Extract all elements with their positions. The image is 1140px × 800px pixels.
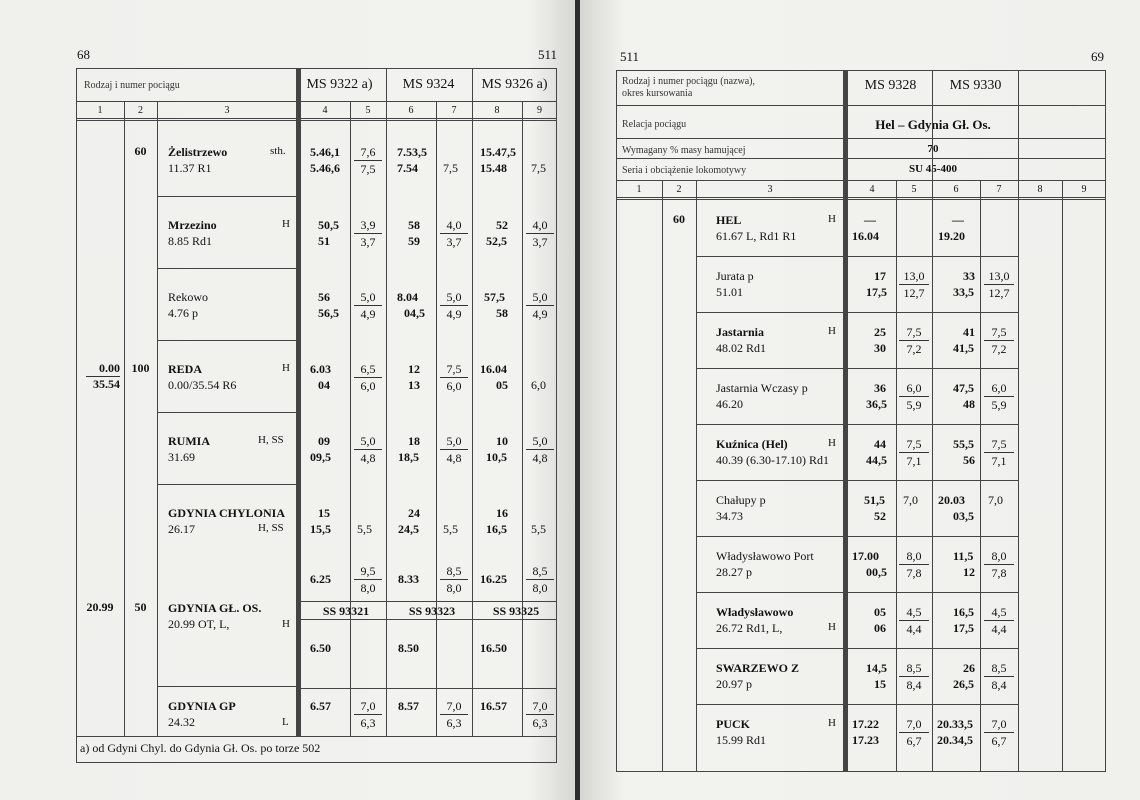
brake-percent: 70 (927, 143, 939, 155)
arrival-time: 05 (874, 605, 886, 619)
station-name: GDYNIA GŁ. OS. (168, 601, 262, 615)
run-time: 5,5 (357, 522, 372, 536)
header-train-type: Rodzaj i numer pociągu (84, 80, 180, 91)
arrival-time: 6.03 (310, 362, 331, 376)
train-header: MS 9330 (949, 78, 1002, 93)
arrival-time: 44 (874, 437, 886, 451)
arrival-time: 6.57 (310, 699, 331, 713)
train-relation: Hel – Gdynia Gł. Os. (875, 117, 991, 132)
departure-time: 09,5 (310, 450, 331, 464)
station-km: 48.02 Rd1 (716, 341, 767, 355)
station-km: 28.27 p (716, 565, 752, 579)
run-time: 7,6 7,5 (354, 144, 382, 177)
station-name: RUMIA (168, 434, 210, 448)
run-time: 5,0 4,8 (354, 433, 382, 466)
run-time: 7,0 6,3 (526, 698, 554, 731)
column-number: 5 (911, 184, 917, 195)
station-tag: H (828, 621, 836, 633)
departure-time: 13 (408, 378, 420, 392)
station-km: 11.37 R1 (168, 161, 212, 175)
arrival-time: 41 (963, 325, 975, 339)
column-number: 2 (138, 105, 143, 116)
speed-limit: 60 (134, 144, 147, 158)
departure-time: 15,5 (310, 522, 331, 536)
station-name: Żelistrzewo (168, 145, 228, 159)
arrival-time: 09 (318, 434, 330, 448)
arrival-time: 17.22 (852, 717, 879, 731)
arrival-time: — (952, 213, 964, 227)
run-time: 6,0 5,9 (899, 380, 929, 413)
arrival-time: 52 (496, 218, 508, 232)
station-km: 61.67 L, Rd1 R1 (716, 229, 797, 243)
run-time: 7,0 (903, 493, 918, 507)
relation-label: Relacja pociągu (622, 119, 687, 130)
run-time: 13,0 12,7 (984, 268, 1014, 301)
arrival-time: 16.57 (480, 699, 507, 713)
page-number: 511 (620, 49, 640, 64)
departure-time: 18,5 (398, 450, 419, 464)
run-time: 5,0 4,8 (440, 433, 468, 466)
station-tag: H (828, 437, 836, 449)
station-name: Kuźnica (Hel) (716, 437, 788, 451)
station-km: 20.99 OT, L, (168, 617, 230, 631)
run-time: 5,5 (531, 522, 546, 536)
run-time: 8,5 8,0 (440, 563, 468, 596)
station-name: Władysławowo (716, 605, 794, 619)
departure-time: 58 (496, 306, 508, 320)
arrival-time: 14,5 (866, 661, 887, 675)
departure-time: 6.50 (310, 641, 331, 655)
column-number: 9 (537, 105, 542, 116)
departure-time: 17,5 (866, 285, 887, 299)
arrival-time: 55,5 (953, 437, 974, 451)
run-time: 7,5 7,1 (899, 436, 929, 469)
station-tag: H (282, 618, 290, 630)
station-tag: H (282, 362, 290, 374)
speed-limit: 100 (131, 361, 150, 375)
station-name: HEL (716, 213, 742, 227)
column-number: 7 (996, 184, 1002, 195)
station-km: 34.73 (716, 509, 743, 523)
speed-limit: 50 (134, 600, 147, 614)
run-time: 7,5 (531, 161, 546, 175)
column-number: 4 (869, 184, 875, 195)
column-number: 2 (676, 184, 682, 195)
column-number: 5 (365, 105, 371, 116)
run-time: 13,0 12,7 (899, 268, 929, 301)
station-name: Jurata p (716, 269, 754, 283)
run-time: 3,9 3,7 (354, 217, 382, 250)
right-page (580, 0, 1140, 800)
page-number: 511 (538, 47, 558, 62)
departure-time: 17,5 (953, 621, 974, 635)
departure-time: 15 (874, 677, 886, 691)
departure-time: 20.34,5 (937, 733, 973, 747)
arrival-time: 16,5 (953, 605, 974, 619)
station-tag: H (828, 717, 836, 729)
arrival-time: 10 (496, 434, 508, 448)
departure-time: 06 (874, 621, 886, 635)
run-time: 5,0 4,9 (354, 289, 382, 322)
column-number: 8 (1037, 184, 1043, 195)
station-km: 40.39 (6.30-17.10) Rd1 (716, 453, 829, 467)
run-time: 9,5 8,0 (354, 563, 382, 596)
kilometre-marker: 0.00 35.54 (86, 361, 120, 392)
arrival-time: 15.47,5 (480, 145, 516, 159)
arrival-time: 47,5 (953, 381, 974, 395)
departure-time: 10,5 (486, 450, 507, 464)
header-train-type: okres kursowania (622, 88, 693, 99)
arrival-time: 5.46,1 (310, 145, 340, 159)
station-name: Mrzezino (168, 218, 217, 232)
arrival-time: 8.04 (397, 290, 418, 304)
column-number: 6 (953, 184, 959, 195)
station-name: Władysławowo Port (716, 549, 814, 563)
arrival-time: 26 (963, 661, 975, 675)
station-name: REDA (168, 362, 203, 376)
station-tag: H, SS (258, 434, 284, 446)
arrival-time: 57,5 (484, 290, 505, 304)
arrival-time: 6.25 (310, 572, 331, 586)
arrival-time: 16.25 (480, 572, 507, 586)
locomotive-series: SU 45-400 (909, 163, 957, 175)
station-km: 26.17 (168, 522, 195, 536)
departure-time: 15.48 (480, 161, 507, 175)
arrival-time: 16.04 (480, 362, 507, 376)
arrival-time: 20.33,5 (937, 717, 973, 731)
run-time: 8,5 8,0 (526, 563, 554, 596)
arrival-time: 58 (408, 218, 420, 232)
arrival-time: 8.33 (398, 572, 419, 586)
departure-time: 03,5 (953, 509, 974, 523)
station-km: 31.69 (168, 450, 195, 464)
departure-time: 33,5 (953, 285, 974, 299)
run-time: 7,0 6,3 (354, 698, 382, 731)
station-tag: H, SS (258, 522, 284, 534)
speed-limit: 60 (673, 212, 685, 226)
arrival-time: 33 (963, 269, 975, 283)
run-time: 7,0 6,3 (440, 698, 468, 731)
column-number: 3 (767, 184, 773, 195)
station-name: SWARZEWO Z (716, 661, 800, 675)
arrival-time: 8.57 (398, 699, 419, 713)
run-time: 5,5 (443, 522, 458, 536)
arrival-time: 7.53,5 (397, 145, 427, 159)
train-header: MS 9324 (402, 77, 455, 92)
station-km: 20.97 p (716, 677, 752, 691)
arrival-time: 25 (874, 325, 886, 339)
station-km: 15.99 Rd1 (716, 733, 767, 747)
arrival-time: 18 (408, 434, 420, 448)
run-time: 4,5 4,4 (899, 604, 929, 637)
station-name: PUCK (716, 717, 750, 731)
departure-time: 16.50 (480, 641, 507, 655)
run-time: 8,0 7,8 (899, 548, 929, 581)
departure-time: 12 (963, 565, 975, 579)
arrival-time: 12 (408, 362, 420, 376)
departure-time: 00,5 (866, 565, 887, 579)
run-time: 7,0 6,7 (899, 716, 929, 749)
loco-label: Seria i obciążenie lokomotywy (622, 165, 747, 176)
run-time: 7,0 (988, 493, 1003, 507)
departure-time: 8.50 (398, 641, 419, 655)
run-time: 8,5 8,4 (899, 660, 929, 693)
page-number: 69 (1091, 49, 1104, 64)
departure-time: 16,5 (486, 522, 507, 536)
run-time: 8,0 7,8 (984, 548, 1014, 581)
station-km: 46.20 (716, 397, 743, 411)
run-time: 5,0 4,8 (526, 433, 554, 466)
run-time: 5,0 4,9 (440, 289, 468, 322)
footnote: a) od Gdyni Chyl. do Gdynia Gł. Os. po torze 502 (80, 741, 321, 755)
arrival-time: 17 (874, 269, 886, 283)
arrival-time: 17.00 (852, 549, 879, 563)
departure-time: 44,5 (866, 453, 887, 467)
train-header: MS 9328 (864, 78, 917, 93)
column-number: 1 (636, 184, 642, 195)
departure-time: 05 (496, 378, 508, 392)
departure-time: 48 (963, 397, 975, 411)
station-tag: H (828, 213, 836, 225)
kilometre-marker: 20.99 (86, 600, 114, 614)
station-name: Jastarnia Wczasy p (716, 381, 808, 395)
run-time: 4,5 4,4 (984, 604, 1014, 637)
run-time: 7,5 (443, 161, 458, 175)
header-train-type: Rodzaj i numer pociągu (nazwa), (622, 76, 756, 87)
station-km: 4.76 p (168, 306, 198, 320)
column-number: 4 (322, 105, 328, 116)
station-tag: H (282, 218, 290, 230)
column-number: 6 (408, 105, 414, 116)
run-time: 7,5 6,0 (440, 361, 468, 394)
train-header: MS 9322 a) (306, 77, 373, 92)
departure-time: 52,5 (486, 234, 507, 248)
departure-time: 51 (318, 234, 330, 248)
column-number: 1 (97, 105, 103, 116)
departure-time: 52 (874, 509, 886, 523)
run-time: 4,0 3,7 (440, 217, 468, 250)
station-name: Chałupy p (716, 493, 766, 507)
departure-time: 16.04 (852, 229, 879, 243)
run-time: 6,0 5,9 (984, 380, 1014, 413)
run-time: 7,5 7,1 (984, 436, 1014, 469)
station-name: Jastarnia (716, 325, 764, 339)
departure-time: 04 (318, 378, 330, 392)
departure-time: 56 (963, 453, 975, 467)
departure-time: 56,5 (318, 306, 339, 320)
column-number: 8 (494, 105, 500, 116)
arrival-time: 11,5 (953, 549, 974, 563)
arrival-time: 15 (318, 506, 330, 520)
run-time: 5,0 4,9 (526, 289, 554, 322)
arrival-time: 56 (318, 290, 330, 304)
departure-time: 7.54 (397, 161, 418, 175)
run-time: 4,0 3,7 (526, 217, 554, 250)
departure-time: 30 (874, 341, 886, 355)
departure-time: 36,5 (866, 397, 887, 411)
station-km: 51.01 (716, 285, 743, 299)
station-km: 0.00/35.54 R6 (168, 378, 237, 392)
connecting-train: SS 93321 (322, 604, 370, 618)
page-number: 68 (77, 47, 90, 62)
station-tag: H (828, 325, 836, 337)
run-time: 7,5 7,2 (899, 324, 929, 357)
station-tag: L (282, 716, 289, 728)
run-time: 7,0 6,7 (984, 716, 1014, 749)
run-time: 7,5 7,2 (984, 324, 1014, 357)
departure-time: 19.20 (938, 229, 965, 243)
station-name: GDYNIA GP (168, 699, 236, 713)
column-number: 7 (451, 105, 457, 116)
station-km: 8.85 Rd1 (168, 234, 213, 248)
station-tag: sth. (270, 145, 286, 157)
column-number: 3 (224, 105, 230, 116)
arrival-time: 20.03 (938, 493, 965, 507)
departure-time: 17.23 (852, 733, 879, 747)
connecting-train: SS 93325 (492, 604, 540, 618)
station-km: 24.32 (168, 715, 195, 729)
arrival-time: 36 (874, 381, 886, 395)
arrival-time: 24 (408, 506, 420, 520)
departure-time: 04,5 (404, 306, 425, 320)
run-time: 6,0 (531, 378, 546, 392)
connecting-train: SS 93323 (408, 604, 456, 618)
departure-time: 26,5 (953, 677, 974, 691)
departure-time: 5.46,6 (310, 161, 340, 175)
arrival-time: 50,5 (318, 218, 339, 232)
departure-time: 24,5 (398, 522, 419, 536)
train-header: MS 9326 a) (481, 77, 548, 92)
departure-time: 41,5 (953, 341, 974, 355)
brake-label: Wymagany % masy hamującej (622, 145, 746, 156)
station-name: GDYNIA CHYLONIA (168, 506, 286, 520)
arrival-time: 51,5 (864, 493, 885, 507)
column-number: 9 (1081, 184, 1087, 195)
arrival-time: 16 (496, 506, 508, 520)
run-time: 6,5 6,0 (354, 361, 382, 394)
departure-time: 59 (408, 234, 420, 248)
run-time: 8,5 8,4 (984, 660, 1014, 693)
header-dash: — (1078, 100, 1087, 110)
station-km: 26.72 Rd1, L, (716, 621, 783, 635)
station-name: Rekowo (168, 290, 208, 304)
arrival-time: — (864, 213, 876, 227)
